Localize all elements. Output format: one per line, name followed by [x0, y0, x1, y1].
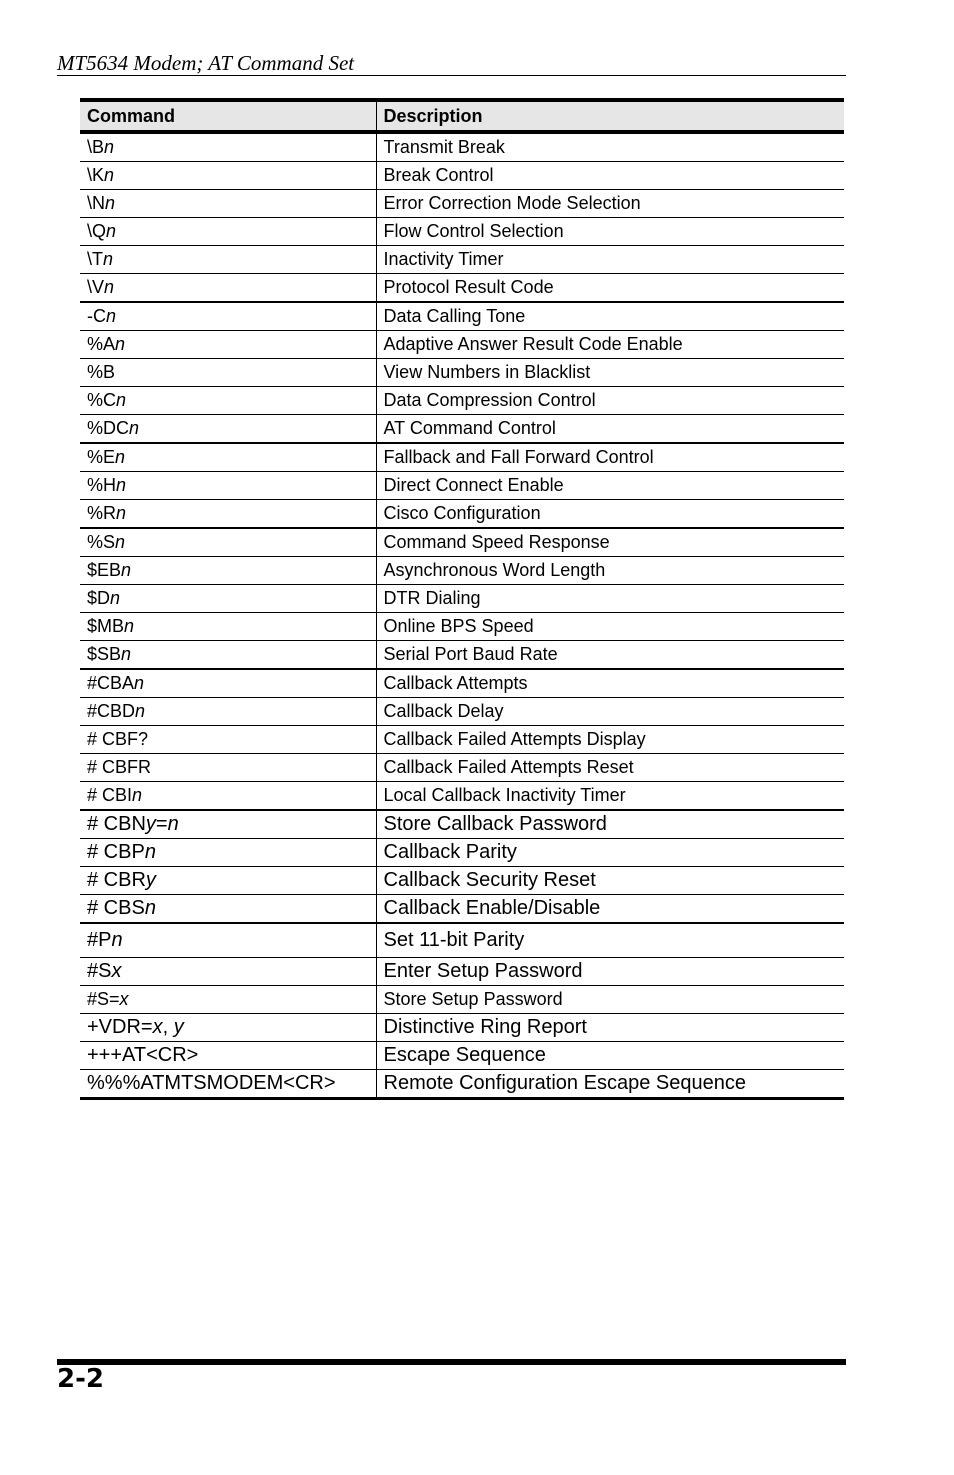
command-cell [80, 958, 376, 986]
command-text: %A [87, 334, 116, 354]
table-row [80, 557, 844, 585]
table-row [80, 387, 844, 415]
description-cell: Command Speed Response [376, 528, 844, 557]
description-cell: Online BPS Speed [376, 613, 844, 641]
command-text: %DC [87, 418, 130, 438]
command-cell [80, 415, 376, 444]
table-row [80, 867, 844, 895]
table-row [80, 613, 844, 641]
table-row [80, 782, 844, 811]
footer-rule [57, 1359, 846, 1365]
description-cell: Direct Connect Enable [376, 472, 844, 500]
description-cell: View Numbers in Blacklist [376, 359, 844, 387]
description-cell: Callback Attempts [376, 669, 844, 698]
command-cell [80, 246, 376, 274]
description-cell: Callback Delay [376, 698, 844, 726]
description-cell: Callback Enable/Disable [376, 895, 844, 924]
description-cell: Remote Configuration Escape Sequence [376, 1070, 844, 1099]
command-text: %C [87, 390, 117, 410]
command-cell [80, 613, 376, 641]
command-text: \V [87, 277, 105, 297]
command-cell [80, 132, 376, 162]
description-cell: Callback Parity [376, 839, 844, 867]
command-parameter: n [124, 616, 135, 636]
command-text: , [162, 1016, 174, 1038]
description-cell: AT Command Control [376, 415, 844, 444]
table-row [80, 585, 844, 613]
table-row [80, 641, 844, 670]
command-cell [80, 331, 376, 359]
command-cell [80, 754, 376, 782]
command-parameter: n [134, 673, 145, 693]
column-header-description: Description [376, 100, 844, 132]
table-row [80, 1014, 844, 1042]
command-cell [80, 585, 376, 613]
command-text: %%%ATMTSMODEM<CR> [87, 1072, 336, 1094]
command-cell [80, 557, 376, 585]
command-text: $SB [87, 644, 122, 664]
command-parameter: n [103, 249, 114, 269]
command-cell [80, 1014, 376, 1042]
command-parameter: x [152, 1016, 163, 1038]
page-number: 2-2 [57, 1364, 104, 1394]
table-row [80, 698, 844, 726]
table-row [80, 726, 844, 754]
command-parameter: n [110, 588, 121, 608]
command-cell [80, 726, 376, 754]
description-cell: Escape Sequence [376, 1042, 844, 1070]
description-cell: Transmit Break [376, 132, 844, 162]
command-text: +++AT<CR> [87, 1044, 199, 1066]
command-parameter: y [145, 869, 156, 891]
command-cell [80, 528, 376, 557]
command-text: # CBI [87, 785, 133, 805]
table-row [80, 331, 844, 359]
command-text: # CBF? [87, 729, 149, 749]
command-text: #CBA [87, 673, 135, 693]
command-text: # CBP [87, 841, 145, 863]
table-row [80, 1070, 844, 1099]
command-cell [80, 986, 376, 1014]
command-text: %R [87, 503, 117, 523]
command-parameter: n [106, 221, 117, 241]
command-parameter: n [105, 193, 116, 213]
command-parameter: n [115, 532, 126, 552]
description-cell: Break Control [376, 162, 844, 190]
table-row [80, 754, 844, 782]
command-cell [80, 162, 376, 190]
description-cell: Local Callback Inactivity Timer [376, 782, 844, 811]
command-text: # CBS [87, 897, 145, 919]
description-cell: Callback Failed Attempts Display [376, 726, 844, 754]
command-cell [80, 782, 376, 811]
column-header-command: Command [80, 100, 376, 132]
command-parameter: n [132, 785, 143, 805]
table-row [80, 810, 844, 839]
command-parameter: x [111, 960, 122, 982]
command-text: # CBFR [87, 757, 152, 777]
command-text: %B [87, 362, 116, 382]
command-cell [80, 923, 376, 958]
command-cell [80, 500, 376, 529]
command-parameter: n [115, 447, 126, 467]
command-parameter: n [121, 644, 132, 664]
table-row [80, 132, 844, 162]
command-parameter: n [144, 841, 156, 863]
command-text: $EB [87, 560, 122, 580]
command-cell [80, 867, 376, 895]
command-parameter: n [116, 503, 127, 523]
command-parameter: n [144, 897, 156, 919]
table-row [80, 302, 844, 331]
command-parameter: n [121, 560, 132, 580]
description-cell: Data Compression Control [376, 387, 844, 415]
table-row [80, 958, 844, 986]
command-cell [80, 1070, 376, 1099]
description-cell: Set 11-bit Parity [376, 923, 844, 958]
description-cell: Callback Failed Attempts Reset [376, 754, 844, 782]
command-text: %H [87, 475, 117, 495]
table-row [80, 162, 844, 190]
command-text: %E [87, 447, 116, 467]
table-row [80, 443, 844, 472]
table-row [80, 359, 844, 387]
description-cell: Inactivity Timer [376, 246, 844, 274]
command-cell [80, 387, 376, 415]
description-cell: DTR Dialing [376, 585, 844, 613]
command-text: #P [87, 929, 112, 951]
command-cell [80, 190, 376, 218]
command-parameter: n [135, 701, 146, 721]
command-parameter: n [104, 137, 115, 157]
description-cell: Cisco Configuration [376, 500, 844, 529]
command-text: # CBR [87, 869, 146, 891]
table-row [80, 274, 844, 303]
command-parameter: n [111, 929, 123, 951]
command-parameter: n [116, 390, 127, 410]
command-parameter: n [104, 165, 115, 185]
description-cell: Error Correction Mode Selection [376, 190, 844, 218]
command-text: #S [87, 960, 112, 982]
description-cell: Asynchronous Word Length [376, 557, 844, 585]
description-cell: Distinctive Ring Report [376, 1014, 844, 1042]
command-cell [80, 698, 376, 726]
command-parameter: n [115, 334, 126, 354]
description-cell: Flow Control Selection [376, 218, 844, 246]
description-cell: Fallback and Fall Forward Control [376, 443, 844, 472]
table-header-row [80, 100, 844, 132]
running-header-title: MT5634 Modem; AT Command Set [57, 51, 355, 75]
command-text: \B [87, 137, 105, 157]
table-body [80, 132, 844, 1099]
command-cell [80, 218, 376, 246]
table-row [80, 839, 844, 867]
description-cell: Store Setup Password [376, 986, 844, 1014]
command-cell [80, 895, 376, 924]
description-cell: Enter Setup Password [376, 958, 844, 986]
table-row [80, 190, 844, 218]
command-cell [80, 1042, 376, 1070]
command-text: -C [87, 306, 106, 326]
table-row [80, 500, 844, 529]
description-cell: Store Callback Password [376, 810, 844, 839]
command-cell [80, 274, 376, 303]
header-rule [57, 75, 846, 76]
description-cell: Data Calling Tone [376, 302, 844, 331]
table-row [80, 415, 844, 444]
command-cell [80, 302, 376, 331]
table-row [80, 246, 844, 274]
description-cell: Protocol Result Code [376, 274, 844, 303]
command-parameter: n [129, 418, 140, 438]
command-text: \T [87, 249, 103, 269]
command-cell [80, 443, 376, 472]
command-cell [80, 669, 376, 698]
command-text: #CBD [87, 701, 136, 721]
command-cell [80, 641, 376, 670]
command-parameter: y [173, 1016, 184, 1038]
command-text: #S= [87, 989, 120, 1009]
at-command-table [80, 98, 844, 1100]
command-text: $MB [87, 616, 125, 636]
description-cell: Callback Security Reset [376, 867, 844, 895]
command-cell [80, 839, 376, 867]
table-row [80, 895, 844, 924]
table-row [80, 986, 844, 1014]
command-cell [80, 472, 376, 500]
command-text: +VDR= [87, 1016, 153, 1038]
command-parameter: n [104, 277, 115, 297]
command-text: \N [87, 193, 105, 213]
table-row [80, 1042, 844, 1070]
command-text: %S [87, 532, 116, 552]
table-row [80, 669, 844, 698]
description-cell: Adaptive Answer Result Code Enable [376, 331, 844, 359]
command-parameter: n [106, 306, 117, 326]
command-text: = [155, 813, 168, 835]
command-cell [80, 810, 376, 839]
command-text: # CBN [87, 813, 146, 835]
table-row [80, 528, 844, 557]
table-row [80, 218, 844, 246]
command-text: \K [87, 165, 105, 185]
table-row [80, 923, 844, 958]
command-text: $D [87, 588, 111, 608]
command-parameter: n [116, 475, 127, 495]
command-cell [80, 359, 376, 387]
command-text: \Q [87, 221, 107, 241]
description-cell: Serial Port Baud Rate [376, 641, 844, 670]
command-parameter: y [145, 813, 156, 835]
command-parameter: n [167, 813, 179, 835]
table-row [80, 472, 844, 500]
command-parameter: x [119, 989, 129, 1009]
